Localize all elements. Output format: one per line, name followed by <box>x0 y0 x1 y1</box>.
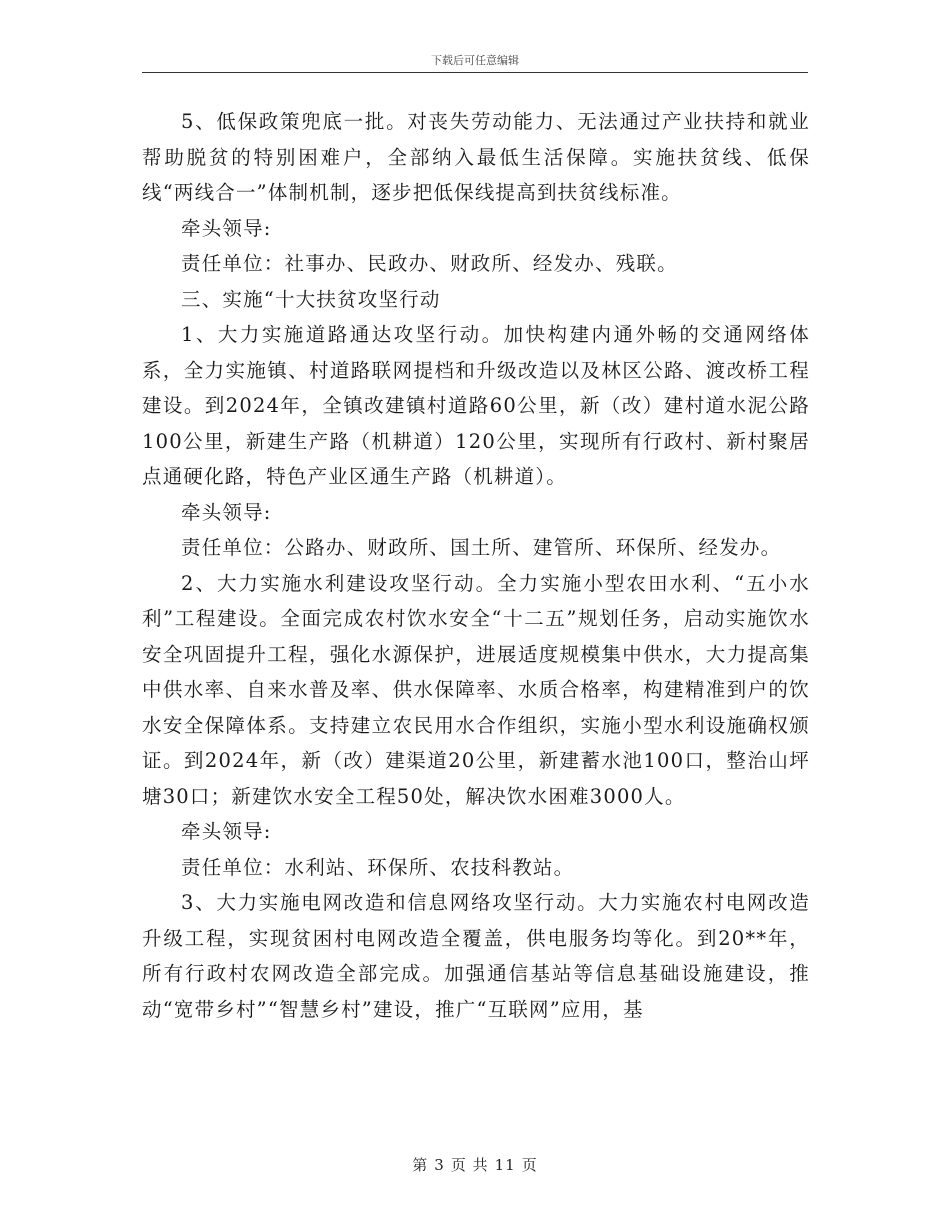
footer-suffix: 页 <box>521 1156 538 1174</box>
footer-prefix: 第 <box>412 1156 429 1174</box>
paragraph-road-action: 1、大力实施道路通达攻坚行动。加快构建内通外畅的交通网络体系，全力实施镇、村道路联网提档和升级改造以及林区公路、渡改桥工程建设。到2024年，全镇改建镇村道路60公里，新（改）建村道水泥公路100公里，新建生产路（机耕道）120公里，实现所有行政村、新村聚居点通硬化路，特色产业区通生产路（机耕道）。 <box>142 323 810 488</box>
page-footer <box>0 1154 950 1175</box>
section-heading: 三、实施“十大扶贫攻坚行动 <box>181 287 441 311</box>
lead-leader-label: 牵头领导: <box>181 820 272 843</box>
paragraph-grid-network-action: 3、大力实施电网改造和信息网络攻坚行动。大力实施农村电网改造升级工程，实现贫困村电网改造全覆盖，供电服务均等化。到20**年，所有行政村农网改造全部完成。加强通信基站等信息基础设施建设，推动“宽带乡村”“智慧乡村”建设，推广“互联网”应用，基 <box>142 891 810 1021</box>
page-header: 下载后可任意编辑 <box>431 54 519 67</box>
footer-middle: 页 共 <box>450 1156 489 1174</box>
lead-leader-label: 牵头领导: <box>181 216 272 240</box>
paragraph-low-income-guarantee: 5、低保政策兜底一批。对丧失劳动能力、无法通过产业扶持和就业帮助脱贫的特别困难户，全部纳入最低生活保障。实施扶贫线、低保线“两线合一”体制机制，逐步把低保线提高到扶贫线标准。 <box>142 110 810 204</box>
responsible-units: 责任单位：社事办、民政办、财政所、经发办、残联。 <box>181 252 678 275</box>
document-body <box>142 104 810 1027</box>
paragraph-water-action: 2、大力实施水利建设攻坚行动。全力实施小型农田水利、“五小水利”工程建设。全面完成农村饮水安全“十二五”规划任务，启动实施饮水安全巩固提升工程，强化水源保护，进展适度规模集中供水，大力提高集中供水率、自来水普及率、供水保障率、水质合格率，构建精准到户的饮水安全保障体系。支持建立农民用水合作组织，实施小型水利设施确权颁证。到2024年，新（改）建渠道20公里，新建蓄水池100口，整治山坪塘30口；新建饮水安全工程50处，解决饮水困难3000人。 <box>142 571 810 808</box>
responsible-units: 责任单位：公路办、财政所、国土所、建管所、环保所、经发办。 <box>181 536 782 559</box>
lead-leader-label: 牵头领导: <box>181 500 272 524</box>
total-pages: 11 <box>494 1156 516 1174</box>
header-divider <box>142 72 808 73</box>
page-number: 3 <box>434 1156 445 1174</box>
responsible-units: 责任单位：水利站、环保所、农技科教站。 <box>181 855 575 879</box>
